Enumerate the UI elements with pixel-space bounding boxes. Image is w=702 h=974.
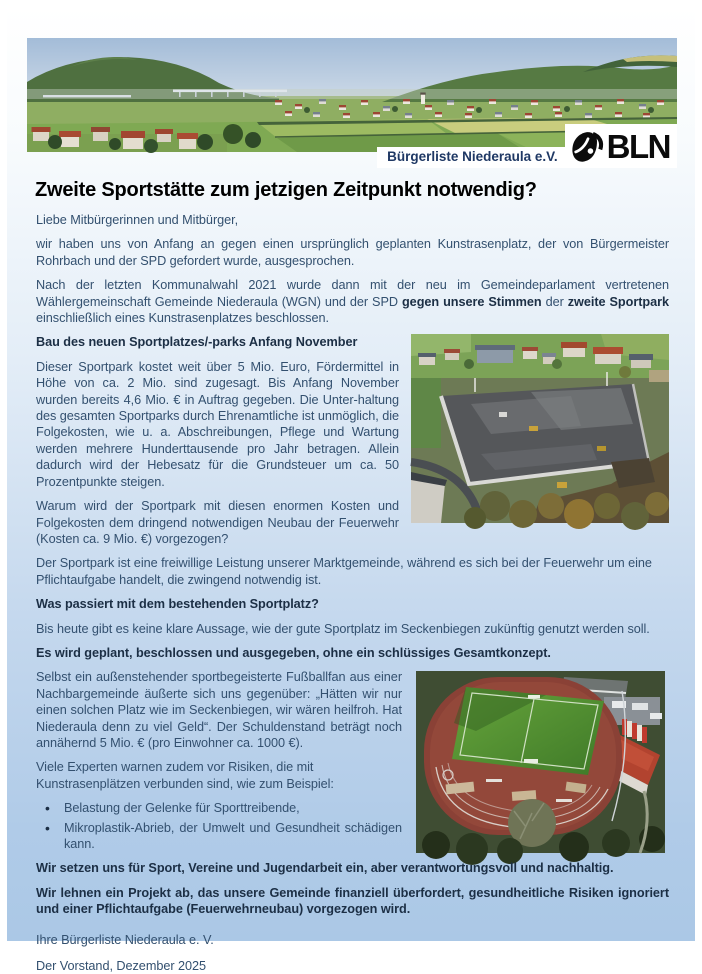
- heading-konzept: Es wird geplant, beschlossen und ausgegeben, ohne ein schlüssiges Gesamtkonzept.: [36, 645, 551, 660]
- salutation: Liebe Mitbürgerinnen und Mitbürger,: [36, 213, 239, 227]
- paragraph-kosten: Dieser Sportpark kostet weit über 5 Mio. Euro, Fördermittel in Höhe von ca. 2 Mio. sind zugesagt. Bis Anfang November wurden bereits 4,6 Mio. € in Auftrag gegeben. Die Unter-haltung des gesamten Sportparks durch Ehrenamtliche ist unmöglich, die Folgekosten, wie u. a. Abschreibungen, Pflege und Wartung werden mehrere Hunderttausende pro Jahr betragen. Allein dadurch wird der Hebesatz für die Grundsteuer um ca. 50 Prozentpunkte steigen.: [36, 359, 399, 489]
- risk-list: [36, 800, 669, 852]
- hero-caption: [377, 124, 677, 168]
- flyer-gradient-area: [7, 6, 695, 974]
- paragraph-aussage: Bis heute gibt es keine klare Aussage, wie der gute Sportplatz im Seckenbiegen zukünftig genutzt werden soll.: [36, 621, 650, 636]
- paragraph-freiwillig: Der Sportpark ist eine freiwillige Leistung unserer Marktgemeinde, während es sich bei der Feuerwehr um eine Pflichtaufgabe handelt, die zwingend notwendig ist.: [36, 556, 652, 587]
- construction-site-photo: [411, 334, 669, 523]
- paragraph-ablehnung: Wir lehnen ein Projekt ab, das unsere Gemeinde finanziell überfordert, gesundheitliche Risiken ignoriert und einer Pflichtaufgabe (Feuerwehrneubau) vorgezogen wird.: [36, 885, 669, 917]
- paragraph-warum: Warum wird der Sportpark mit diesen enormen Kosten und Folgekosten dem dringend notwendigen Neubau der Feuerwehr (Kosten ca. 9 Mio. €) vorgezogen?: [36, 499, 399, 546]
- hero-section: [27, 38, 677, 165]
- paragraph-kommunalwahl: Nach der letzten Kommunalwahl 2021 wurde dann mit der neu im Gemeindeparlament vertretenen Wählergemeinschaft Gemeinde Niederaula (WGN) und der SPD gegen unsere Stimmen der zweite Sportpark einschließlich eines Kunstrasenplatzes beschlossen.: [36, 278, 669, 326]
- signature-block: [36, 932, 669, 974]
- paragraph-intro: wir haben uns von Anfang an gegen einen ursprünglich geplanten Kunstrasenplatz, der von Bürgermeister Rohrbach und der SPD gefordert wurde, ausgesprochen.: [36, 237, 669, 268]
- paragraph-einsatz: Wir setzen uns für Sport, Vereine und Jugendarbeit ein, aber verantwortungsvoll und nachhaltig.: [36, 861, 614, 876]
- heading-bau: Bau des neuen Sportplatzes/-parks Anfang November: [36, 335, 358, 350]
- heading-bestehend: Was passiert mit dem bestehenden Sportplatz?: [36, 597, 319, 612]
- leaf-icon: [570, 129, 606, 165]
- page-title: Zweite Sportstätte zum jetzigen Zeitpunkt notwendig?: [35, 179, 537, 201]
- paragraph-experten: Viele Experten warnen zudem vor Risiken, die mit Kunstrasenplätzen verbunden sind, wie zum Beispiel:: [36, 760, 334, 791]
- list-item: • Mikroplastik-Abrieb, der Umwelt und Gesundheit schädigen kann.: [36, 820, 669, 853]
- letter-body: [27, 212, 677, 974]
- signature-org: Ihre Bürgerliste Niederaula e. V.: [36, 932, 214, 947]
- signature-date: Der Vorstand, Dezember 2025: [36, 959, 207, 974]
- org-caption: Bürgerliste Niederaula e.V.: [377, 147, 565, 168]
- logo-text: BLN: [606, 127, 670, 165]
- list-item: • Belastung der Gelenke für Sporttreibende,: [36, 800, 669, 816]
- bln-logo: [565, 124, 677, 168]
- paragraph-fussballfan: Selbst ein außenstehender sportbegeisterte Fußballfan aus einer Nachbargemeinde äußerte sich uns gegenüber: „Hätten wir nur einen solchen Platz wie im Seckenbiegen, wir wären heilfroh. Hat Niederaula denn zu viel Geld“. Der Schuldenstand beträgt noch annähernd 5 Mio. € (pro Einwohner ca. 1000 €).: [36, 670, 402, 750]
